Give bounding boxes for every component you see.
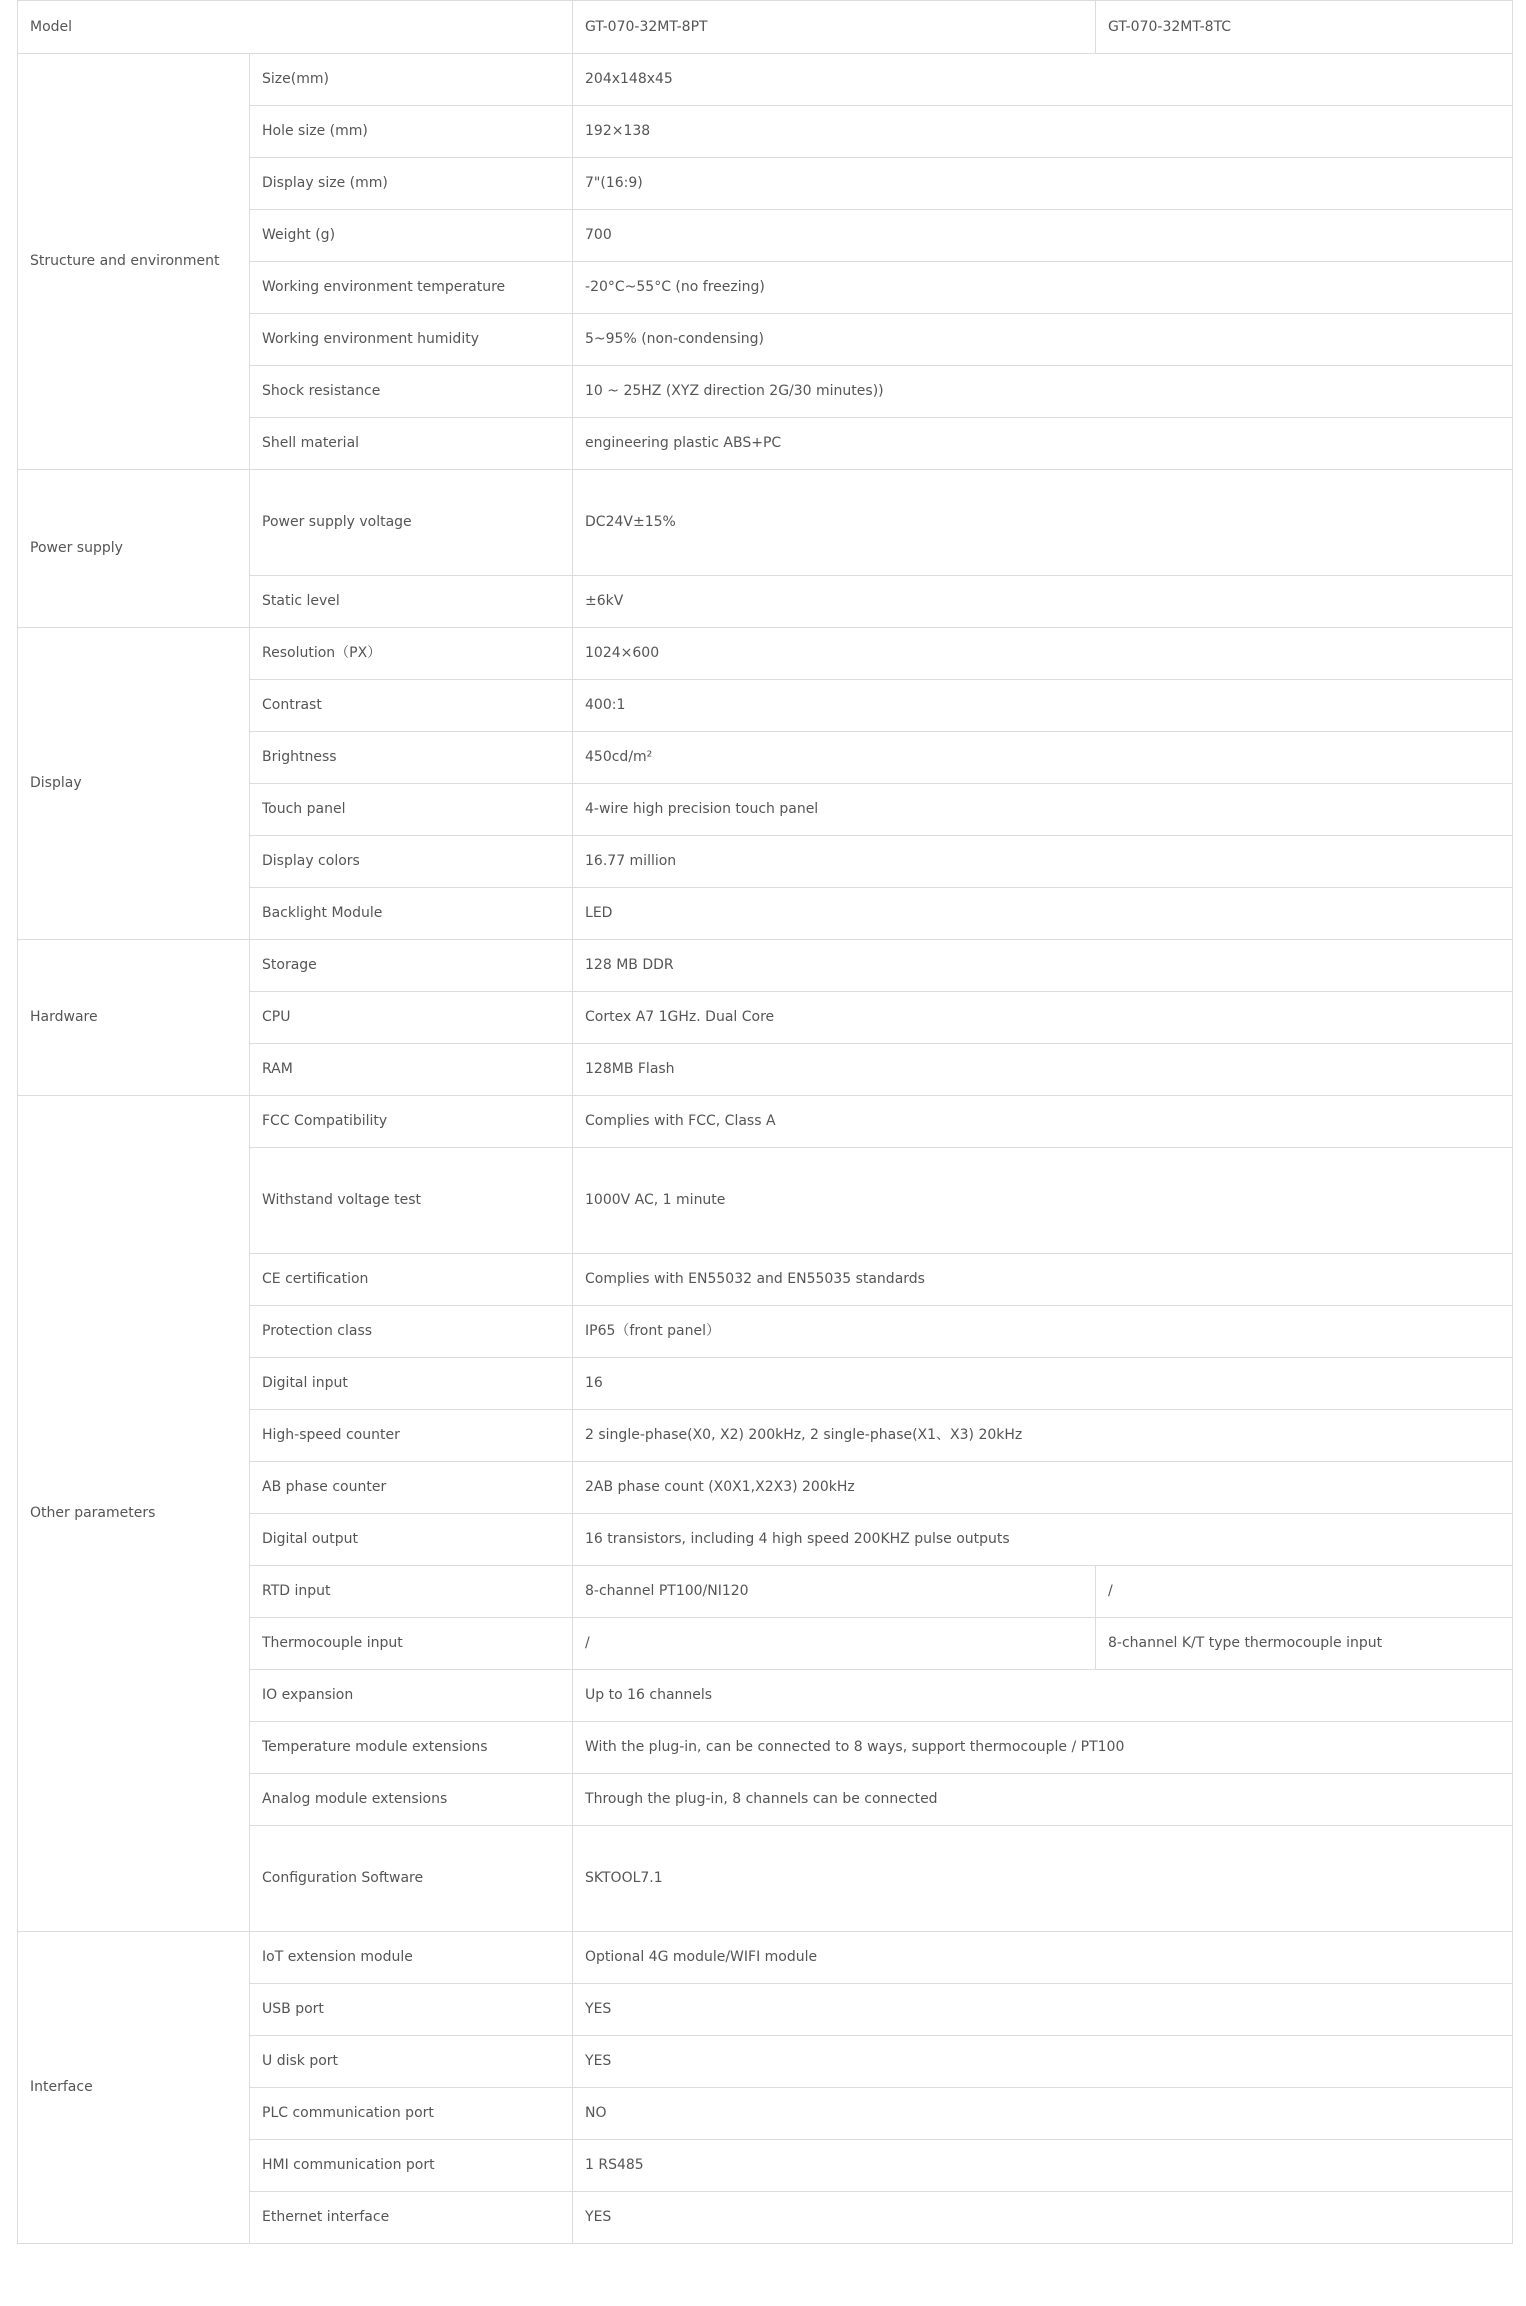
table-row xyxy=(18,1932,1513,1984)
row-label: Digital output xyxy=(250,1514,573,1566)
row-label: Static level xyxy=(250,576,573,628)
row-value: 16.77 million xyxy=(573,836,1513,888)
row-label: Temperature module extensions xyxy=(250,1722,573,1774)
row-value: 700 xyxy=(573,210,1513,262)
row-label: Analog module extensions xyxy=(250,1774,573,1826)
row-value: 5~95% (non-condensing) xyxy=(573,314,1513,366)
row-value: Complies with FCC, Class A xyxy=(573,1096,1513,1148)
row-value: 16 xyxy=(573,1358,1513,1410)
row-value: DC24V±15% xyxy=(573,470,1513,576)
row-value: With the plug-in, can be connected to 8 ways, support thermocouple / PT100 xyxy=(573,1722,1513,1774)
row-value: 400:1 xyxy=(573,680,1513,732)
row-label: HMI communication port xyxy=(250,2140,573,2192)
row-label: Weight (g) xyxy=(250,210,573,262)
row-label: Hole size (mm) xyxy=(250,106,573,158)
table-row xyxy=(18,470,1513,576)
row-label: Display colors xyxy=(250,836,573,888)
row-value-model-a: 8-channel PT100/NI120 xyxy=(573,1566,1096,1618)
row-value: 204x148x45 xyxy=(573,54,1513,106)
spec-table xyxy=(17,0,1513,2244)
table-row xyxy=(18,1096,1513,1148)
table-row xyxy=(18,54,1513,106)
row-value: 2 single-phase(X0, X2) 200kHz, 2 single-phase(X1、X3) 20kHz xyxy=(573,1410,1513,1462)
model-a-header: GT-070-32MT-8PT xyxy=(573,1,1096,54)
row-label: Touch panel xyxy=(250,784,573,836)
row-value: 4-wire high precision touch panel xyxy=(573,784,1513,836)
row-label: AB phase counter xyxy=(250,1462,573,1514)
row-value: Through the plug-in, 8 channels can be connected xyxy=(573,1774,1513,1826)
row-value: Optional 4G module/WIFI module xyxy=(573,1932,1513,1984)
row-value: 128MB Flash xyxy=(573,1044,1513,1096)
row-label: Display size (mm) xyxy=(250,158,573,210)
row-label: Storage xyxy=(250,940,573,992)
row-value: 450cd/m² xyxy=(573,732,1513,784)
row-value: 192×138 xyxy=(573,106,1513,158)
row-value: Cortex A7 1GHz. Dual Core xyxy=(573,992,1513,1044)
group-hardware: Hardware xyxy=(18,940,250,1096)
row-label: Power supply voltage xyxy=(250,470,573,576)
row-value-model-b: 8-channel K/T type thermocouple input xyxy=(1096,1618,1513,1670)
row-label: Brightness xyxy=(250,732,573,784)
row-label: CE certification xyxy=(250,1254,573,1306)
row-label: Configuration Software xyxy=(250,1826,573,1932)
row-label: Contrast xyxy=(250,680,573,732)
row-value: ±6kV xyxy=(573,576,1513,628)
row-value: 16 transistors, including 4 high speed 200KHZ pulse outputs xyxy=(573,1514,1513,1566)
table-row xyxy=(18,628,1513,680)
row-label: Withstand voltage test xyxy=(250,1148,573,1254)
row-value-model-a: / xyxy=(573,1618,1096,1670)
row-value: Complies with EN55032 and EN55035 standards xyxy=(573,1254,1513,1306)
row-value: 10 ~ 25HZ (XYZ direction 2G/30 minutes)) xyxy=(573,366,1513,418)
group-other: Other parameters xyxy=(18,1096,250,1932)
row-label: CPU xyxy=(250,992,573,1044)
model-b-header: GT-070-32MT-8TC xyxy=(1096,1,1513,54)
row-value: YES xyxy=(573,2192,1513,2244)
group-interface: Interface xyxy=(18,1932,250,2244)
row-label: IO expansion xyxy=(250,1670,573,1722)
group-display: Display xyxy=(18,628,250,940)
row-value: 1024×600 xyxy=(573,628,1513,680)
row-value: 128 MB DDR xyxy=(573,940,1513,992)
row-label: PLC communication port xyxy=(250,2088,573,2140)
row-value: 7"(16:9) xyxy=(573,158,1513,210)
row-label: Working environment humidity xyxy=(250,314,573,366)
row-value: YES xyxy=(573,2036,1513,2088)
table-row xyxy=(18,1,1513,54)
row-label: Size(mm) xyxy=(250,54,573,106)
row-label: Protection class xyxy=(250,1306,573,1358)
row-label: USB port xyxy=(250,1984,573,2036)
row-value: 1 RS485 xyxy=(573,2140,1513,2192)
row-value: 1000V AC, 1 minute xyxy=(573,1148,1513,1254)
row-label: IoT extension module xyxy=(250,1932,573,1984)
row-label: Ethernet interface xyxy=(250,2192,573,2244)
row-label: Shell material xyxy=(250,418,573,470)
row-value: IP65（front panel） xyxy=(573,1306,1513,1358)
row-value: -20°C~55°C (no freezing) xyxy=(573,262,1513,314)
row-value: SKTOOL7.1 xyxy=(573,1826,1513,1932)
row-value-model-b: / xyxy=(1096,1566,1513,1618)
row-value: YES xyxy=(573,1984,1513,2036)
row-value: engineering plastic ABS+PC xyxy=(573,418,1513,470)
row-label: FCC Compatibility xyxy=(250,1096,573,1148)
row-label: Thermocouple input xyxy=(250,1618,573,1670)
row-value: LED xyxy=(573,888,1513,940)
row-label: High-speed counter xyxy=(250,1410,573,1462)
row-value: 2AB phase count (X0X1,X2X3) 200kHz xyxy=(573,1462,1513,1514)
row-label: Backlight Module xyxy=(250,888,573,940)
row-value: Up to 16 channels xyxy=(573,1670,1513,1722)
row-label: Resolution（PX） xyxy=(250,628,573,680)
row-label: U disk port xyxy=(250,2036,573,2088)
table-row xyxy=(18,940,1513,992)
group-structure: Structure and environment xyxy=(18,54,250,470)
model-header-label: Model xyxy=(18,1,573,54)
row-label: Working environment temperature xyxy=(250,262,573,314)
group-power: Power supply xyxy=(18,470,250,628)
row-label: Shock resistance xyxy=(250,366,573,418)
row-label: RTD input xyxy=(250,1566,573,1618)
row-label: RAM xyxy=(250,1044,573,1096)
row-label: Digital input xyxy=(250,1358,573,1410)
row-value: NO xyxy=(573,2088,1513,2140)
